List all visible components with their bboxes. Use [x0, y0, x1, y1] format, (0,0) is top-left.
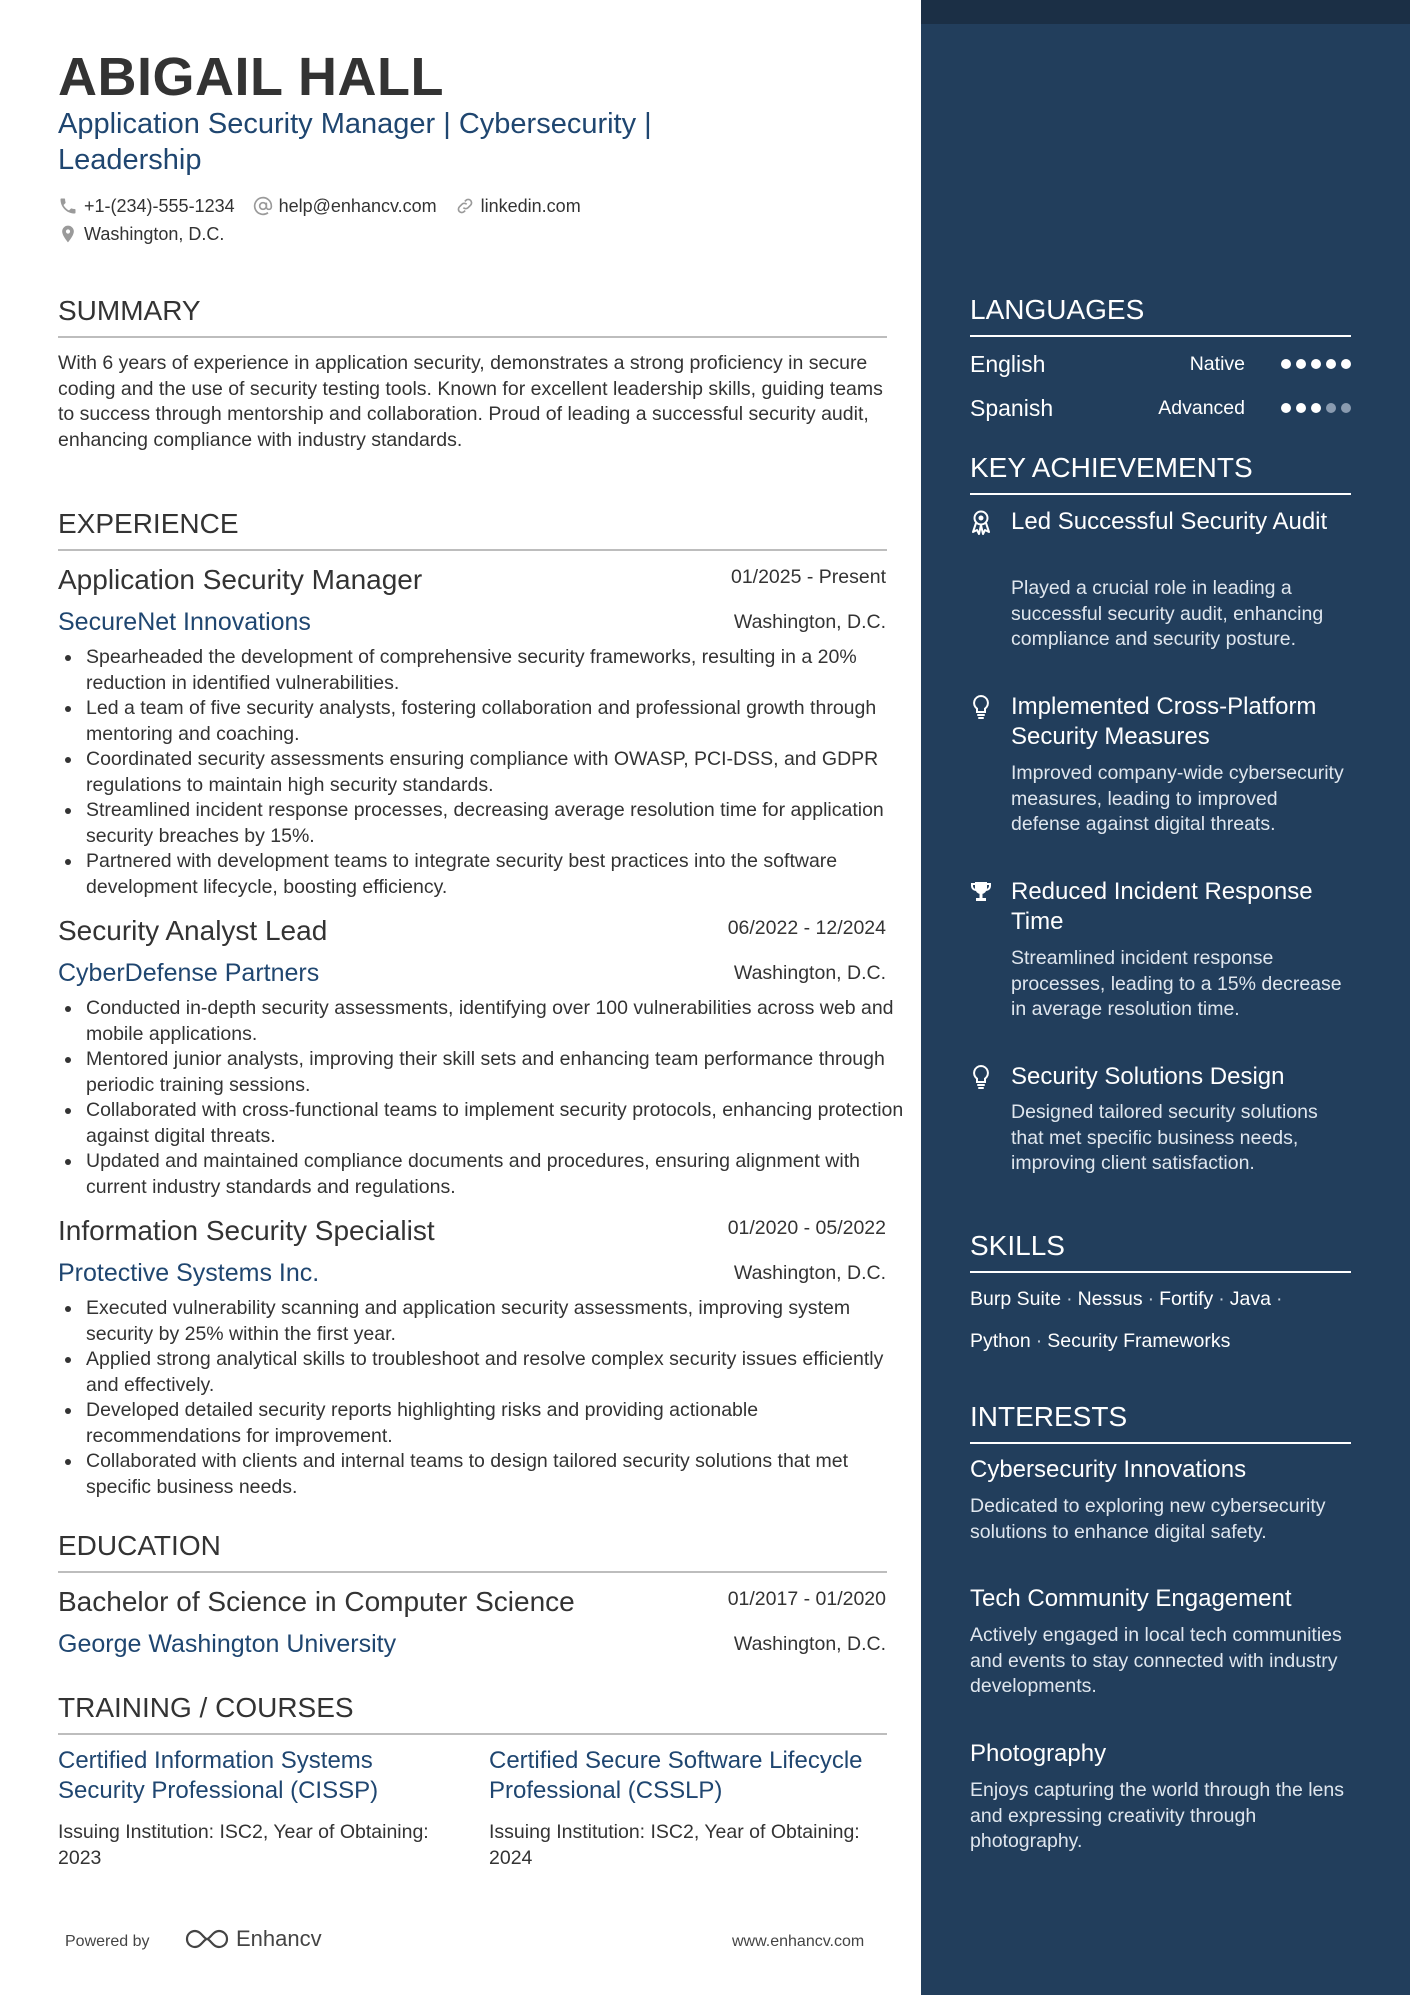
interest-3-title: Photography [970, 1740, 1107, 1767]
list-item: Collaborated with clients and internal teams to design tailored security solutions that met specific business needs. [86, 1449, 918, 1500]
course-2-title: Certified Secure Software Lifecycle Professional (CSSLP) [489, 1747, 863, 1804]
education-degree: Bachelor of Science in Computer Science [58, 1586, 575, 1617]
course-1-institution: Issuing Institution: ISC2, Year of Obtaining: 2023 [58, 1821, 429, 1869]
sidebar-top-bar [921, 0, 1410, 24]
list-item: Coordinated security assessments ensuring compliance with OWASP, PCI-DSS, and GDPR regulations to maintain high security standards. [86, 747, 918, 798]
language-name: English [970, 351, 1046, 377]
list-item: Applied strong analytical skills to troubleshoot and resolve complex security issues efficiently and effectively. [86, 1347, 918, 1398]
language-dots [1276, 393, 1351, 423]
education-school: George Washington University [58, 1630, 397, 1658]
job-1-bullets [58, 645, 918, 900]
enhancv-logo-icon [184, 1927, 230, 1951]
job-2-bullets [58, 996, 918, 1200]
enhancv-logo[interactable] [184, 1926, 322, 1952]
skill-separator: · [1147, 1288, 1155, 1310]
language-name: Spanish [970, 395, 1054, 421]
proficiency-dot-filled [1281, 359, 1291, 369]
skill-item: Nessus [1077, 1288, 1143, 1310]
job-2-date: 06/2022 - 12/2024 [727, 917, 886, 939]
language-dots [1276, 349, 1351, 379]
summary-heading: SUMMARY [58, 294, 887, 338]
list-item: Led a team of five security analysts, fostering collaboration and professional growth through mentoring and coaching. [86, 696, 918, 747]
proficiency-dot-filled [1311, 403, 1321, 413]
proficiency-dot-empty [1326, 403, 1336, 413]
phone-text: +1-(234)-555-1234 [84, 196, 235, 216]
contact-location [58, 221, 242, 247]
lightbulb-icon [970, 694, 992, 720]
training-heading: TRAINING / COURSES [58, 1691, 887, 1735]
job-3-title: Information Security Specialist [58, 1215, 435, 1246]
skill-item: Fortify [1159, 1288, 1214, 1310]
achievement-2-title: Implemented Cross-Platform Security Measures [1011, 693, 1317, 750]
skills-line-2 [970, 1328, 1351, 1354]
skill-item: Java [1229, 1288, 1271, 1310]
award-ribbon-icon [970, 509, 992, 535]
interest-1-title: Cybersecurity Innovations [970, 1456, 1247, 1483]
trophy-icon [970, 879, 992, 905]
list-item: Collaborated with cross-functional teams to implement security protocols, enhancing protection against digital threats. [86, 1098, 918, 1149]
list-item: Partnered with development teams to integrate security best practices into the software development lifecycle, boosting efficiency. [86, 849, 918, 900]
contact-linkedin[interactable] [455, 193, 581, 219]
course-2-institution: Issuing Institution: ISC2, Year of Obtaining: 2024 [489, 1821, 860, 1869]
job-3-date: 01/2020 - 05/2022 [727, 1217, 886, 1239]
location-pin-icon [58, 224, 78, 244]
lightbulb-icon [970, 1064, 992, 1090]
language-row-english [970, 349, 1351, 379]
candidate-name: ABIGAIL HALL [58, 47, 444, 107]
proficiency-dot-filled [1296, 403, 1306, 413]
list-item: Conducted in-depth security assessments, identifying over 100 vulnerabilities across web and mobile applications. [86, 996, 918, 1047]
achievement-3-title: Reduced Incident Response Time [1011, 878, 1313, 935]
skill-item: Python [970, 1330, 1031, 1352]
language-level: Native [1189, 353, 1245, 375]
contact-phone[interactable] [58, 193, 235, 219]
email-text: help@enhancv.com [278, 196, 437, 216]
location-item [58, 221, 224, 247]
education-date: 01/2017 - 01/2020 [727, 1588, 886, 1610]
job-1-title: Application Security Manager [58, 564, 423, 595]
languages-heading: LANGUAGES [970, 293, 1351, 337]
skill-separator: · [1218, 1288, 1225, 1310]
proficiency-dot-filled [1296, 359, 1306, 369]
skills-line-1 [970, 1286, 1351, 1312]
job-1-location: Washington, D.C. [733, 611, 886, 633]
job-1-company: SecureNet Innovations [58, 608, 311, 636]
skill-item: Burp Suite [970, 1288, 1062, 1310]
interests-heading: INTERESTS [970, 1400, 1351, 1444]
list-item: Spearheaded the development of comprehensive security frameworks, resulting in a 20% reduction in identified vulnerabilities. [86, 645, 918, 696]
course-1-title: Certified Information Systems Security Professional (CISSP) [58, 1747, 379, 1804]
achievement-1-title: Led Successful Security Audit [1011, 508, 1328, 535]
job-1-date: 01/2025 - Present [730, 566, 886, 588]
education-heading: EDUCATION [58, 1529, 887, 1573]
phone-icon [58, 196, 78, 216]
achievements-heading: KEY ACHIEVEMENTS [970, 451, 1351, 495]
location-text: Washington, D.C. [84, 224, 225, 244]
proficiency-dot-filled [1326, 359, 1336, 369]
interest-2-title: Tech Community Engagement [970, 1585, 1292, 1612]
at-sign-icon [253, 196, 273, 216]
job-2-location: Washington, D.C. [733, 962, 886, 984]
job-3-location: Washington, D.C. [733, 1262, 886, 1284]
skill-separator: · [1275, 1288, 1283, 1310]
achievement-2-desc: Improved company-wide cybersecurity measures, leading to improved defense against digital threats. [1011, 762, 1344, 835]
candidate-title [58, 106, 758, 178]
powered-by-label: Powered by [65, 1933, 150, 1950]
title-line-1: Application Security Manager | Cybersecurity | [58, 108, 652, 140]
language-level: Advanced [1158, 397, 1245, 419]
list-item: Updated and maintained compliance documents and procedures, ensuring alignment with current industry standards and regulations. [86, 1149, 918, 1200]
skills-heading: SKILLS [970, 1229, 1351, 1273]
contact-row [58, 193, 599, 219]
job-2-company: CyberDefense Partners [58, 959, 320, 987]
list-item: Mentored junior analysts, improving their skill sets and enhancing team performance through periodic training sessions. [86, 1047, 918, 1098]
contact-email[interactable] [253, 193, 437, 219]
education-location: Washington, D.C. [733, 1633, 886, 1655]
title-line-2: Leadership [58, 144, 202, 176]
skill-separator: · [1066, 1288, 1073, 1310]
footer-url[interactable]: www.enhancv.com [732, 1933, 865, 1950]
achievement-4-desc: Designed tailored security solutions that met specific business needs, improving client satisfaction. [1011, 1101, 1318, 1174]
interest-3-desc: Enjoys capturing the world through the lens and expressing creativity through photography. [970, 1779, 1344, 1852]
linkedin-text: linkedin.com [480, 196, 581, 216]
summary-text: With 6 years of experience in application security, demonstrates a strong proficiency in secure coding and the use of security testing tools. Known for excellent leadership skills, guiding teams to success through mentorship and collaboration. Proud of leading a successful security audit, enhancing compliance with industry standards. [58, 352, 883, 451]
language-row-spanish [970, 393, 1351, 423]
achievement-1-desc: Played a crucial role in leading a successful security audit, enhancing compliance and security posture. [1011, 577, 1324, 650]
job-2-title: Security Analyst Lead [58, 915, 328, 946]
proficiency-dot-filled [1311, 359, 1321, 369]
link-icon [455, 196, 475, 216]
interest-2-desc: Actively engaged in local tech communities and events to stay connected with industry developments. [970, 1624, 1342, 1697]
proficiency-dot-filled [1281, 403, 1291, 413]
list-item: Streamlined incident response processes, decreasing average resolution time for application security breaches by 15%. [86, 798, 918, 849]
job-3-bullets [58, 1296, 918, 1500]
job-3-company: Protective Systems Inc. [58, 1259, 320, 1287]
interest-1-desc: Dedicated to exploring new cybersecurity solutions to enhance digital safety. [970, 1495, 1326, 1543]
proficiency-dot-filled [1341, 359, 1351, 369]
achievement-3-desc: Streamlined incident response processes, leading to a 15% decrease in average resolution time. [1011, 947, 1342, 1020]
skill-item: Security Frameworks [1047, 1330, 1231, 1352]
skill-separator: · [1035, 1330, 1043, 1352]
list-item: Developed detailed security reports highlighting risks and providing actionable recommendations for improvement. [86, 1398, 918, 1449]
proficiency-dot-empty [1341, 403, 1351, 413]
enhancv-brand: Enhancv [236, 1926, 322, 1951]
experience-heading: EXPERIENCE [58, 507, 887, 551]
list-item: Executed vulnerability scanning and application security assessments, improving system security by 25% within the first year. [86, 1296, 918, 1347]
achievement-4-title: Security Solutions Design [1011, 1063, 1285, 1090]
